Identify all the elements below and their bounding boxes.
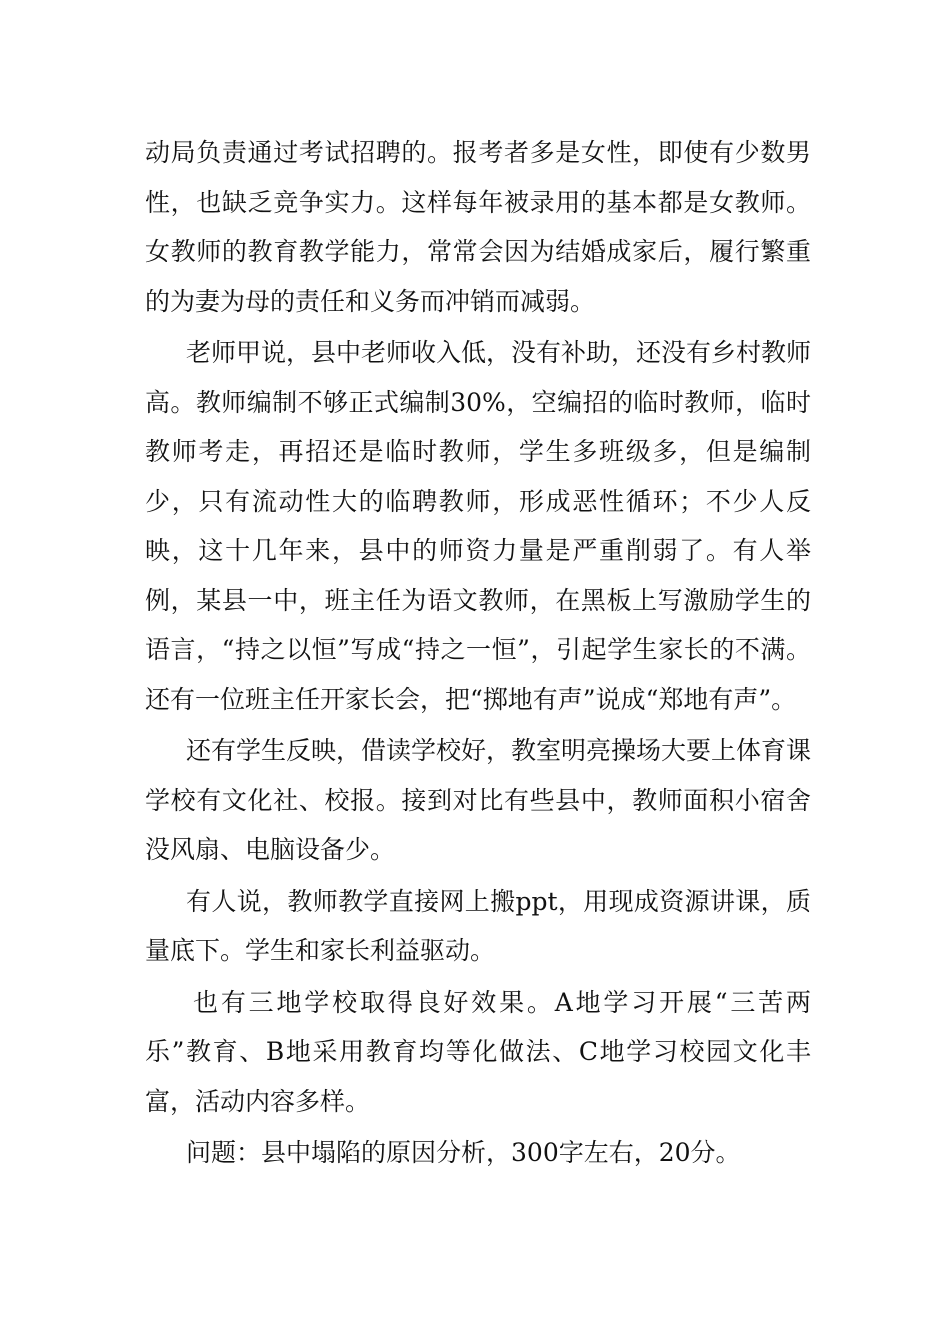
paragraph-continuation: 动局负责通过考试招聘的。报考者多是女性，即使有少数男性，也缺乏竞争实力。这样每年被录用的基本都是女教师。女教师的教育教学能力，常常会因为结婚成家后，履行繁重的为妻为母的责任和义务而冲销而减弱。 — [145, 138, 811, 316]
paragraph-good-results: 也有三地学校取得良好效果。A地学习开展“三苦两乐”教育、B地采用教育均等化做法、C地学习校园文化丰富，活动内容多样。 — [145, 987, 811, 1116]
document-body — [145, 128, 811, 1178]
paragraph-ppt-comment: 有人说，教师教学直接网上搬ppt，用现成资源讲课，质量底下。学生和家长利益驱动。 — [145, 886, 811, 965]
paragraph-question: 问题：县中塌陷的原因分析，300字左右，20分。 — [186, 1138, 741, 1167]
paragraph-student-comment: 还有学生反映，借读学校好，教室明亮操场大要上体育课学校有文化社、校报。接到对比有些县中，教师面积小宿舍没风扇、电脑设备少。 — [145, 736, 812, 864]
paragraph-teacher-comment: 老师甲说，县中老师收入低，没有补助，还没有乡村教师高。教师编制不够正式编制30%，空编招的临时教师，临时教师考走，再招还是临时教师，学生多班级多，但是编制少，只有流动性大的临聘教师，形成恶性循环；不少人反映，这十几年来，县中的师资力量是严重削弱了。有人举例，某县一中，班主任为语文教师，在黑板上写激励学生的语言，“持之以恒”写成“持之一恒”，引起学生家长的不满。还有一位班主任开家长会，把“掷地有声”说成“郑地有声”。 — [145, 338, 812, 714]
